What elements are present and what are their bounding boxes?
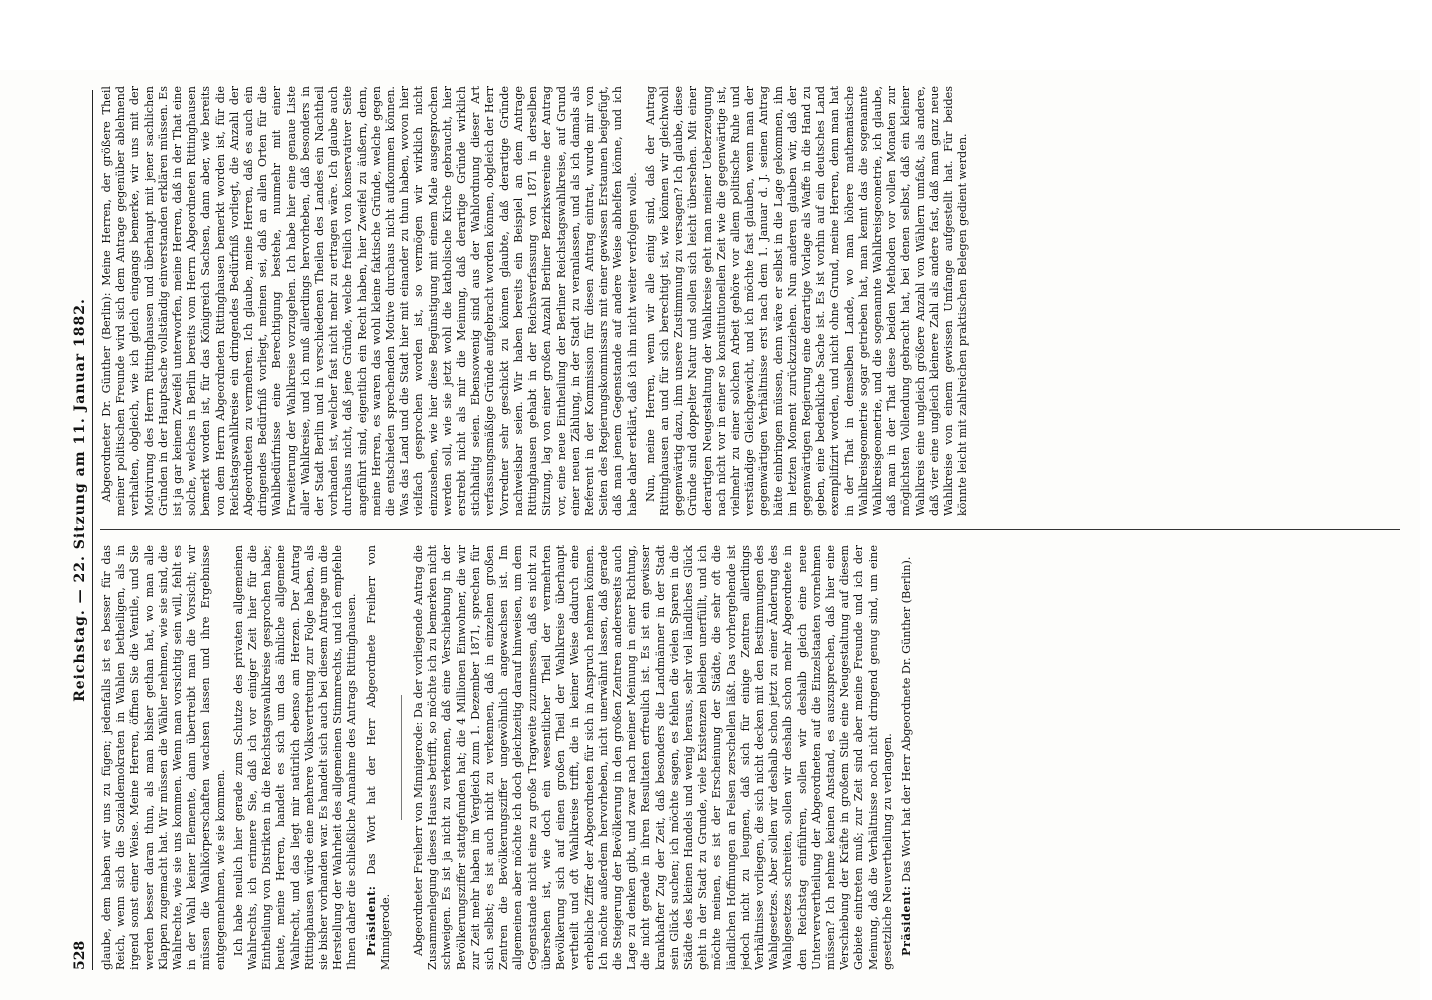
left-column xyxy=(100,545,1400,970)
paragraph: Abgeordneter Dr. Günther (Berlin): Meine Herren, der größere Theil meiner politischen Freunde wird sich dem Antrage gegenüber ablehnend verhalten, obgleich, wie ich gleich eingangs bemerke, wir uns mit der Motivirung des Herrn Rittinghausen und überhaupt mit jener sachlichen Gründen in der Hauptsache vollständig einverstanden erklären müssen. Es ist ja gar keinem Zweifel unterworfen, meine Herren, daß in der That eine solche, welches in Berlin bereits vom Herrn Abgeordneten Rittinghausen bemerkt worden ist, für das Königreich Sachsen, dann aber, wie bereits von dem Herrn Abgeordneten Rittinghausen bemerkt worden ist, für die Reichstagswahlkreise ein dringendes Bedürfniß vorliegt, die Anzahl der Abgeordneten zu vermehren. Ich glaube, meine Herren, daß es auch ein dringendes Bedürfniß vorliegt, meinen sei, daß an allen Orten für die Wahlbedürfnisse eine Berechtigung bestehe, nunmehr mit einer Erweiterung der Wahlkreise vorzugehen. Ich habe hier eine genaue Liste aller Wahlkreise, und ich muß allerdings hervorheben, daß besonders in der Stadt Berlin und in verschiedenen Theilen des Landes ein Nachtheil vorhanden ist, welcher fast nicht mehr zu ertragen wäre. Ich glaube auch durchaus nicht, daß jene Gründe, welche freilich von konservativer Seite angeführt sind, eigentlich ein Recht haben, hier Zweifel zu äußern, denn, meine Herren, es waren das wohl kleine faktische Gründe, welche gegen die entschieden sprechenden Motive durchaus nicht aufkommen können. Was das Land und die Stadt hier mit einander zu thun haben, wovon hier vielfach gesprochen worden ist, so vermögen wir wirklich nicht einzusehen, wie hier diese Begünstigung mit einem Male ausgesprochen werden soll, wie sie jetzt wohl die katholische Kirche gebraucht, hier erstrebt nicht als mir die Meinung, daß derartige Gründe wirklich stichhaltig seien. Ebensowenig sind aus der Wahlordnung dieser Art verfassungsmäßige Gründe aufgebracht worden können, obgleich der Herr Vorredner sehr geschickt zu können glaubte, daß derartige Gründe nachweisbar seien. Wir haben bereits ein Beispiel an dem Antrage Rittinghausen gehabt in der Reichsverfassung von 1871 in derselben Sitzung, lag von einer großen Anzahl Berliner Bezirksvereine der Antrag vor, eine neue Eintheilung der Berliner Reichstagswahlkreise, auf Grund einer neuen Zählung, in der Stadt zu veranlassen, und als ich damals als Referent in der Kommission für diesen Antrag eintrat, wurde mir von Seiten des Regierungskommissars mit einer gewissen Erstaunen beigefügt, daß man jenem Gegenstande auf andere Weise abhelfen könne, und ich habe daher erklärt, daß ich ihn nicht weiter verfolgen wolle. xyxy=(100,86,639,516)
document-page xyxy=(0,70,1420,1000)
page-number: 528 xyxy=(72,940,88,970)
page-header xyxy=(62,90,93,970)
paragraph: Nun, meine Herren, wenn wir alle einig sind, daß der Antrag Rittinghausen an und für sich berechtigt ist, wie können wir gleichwohl gegenwärtig dazu, ihm unsere Zustimmung zu versagen? Ich glaube, diese Gründe sind doppelter Natur und sollen sich leicht übersehen. Mit einer derartigen Neugestaltung der Wahlkreise geht man meiner Ueberzeugung nach nicht vor in einer so konstitutionellen Zeit wie die gegenwärtige ist, vielmehr zu einer solchen Arbeit gehöre vor allem politische Ruhe und verständige Gleichgewicht, und ich möchte fast glauben, wenn man der gegenwärtigen Verhältnisse erst nach dem 1. Januar d. J. seinen Antrag hätte einbringen müssen, denn wäre er selbst in die Lage gekommen, ihn im letzten Moment zurückzuziehen. Nun anderen glauben wir, daß der gegenwärtigen Regierung eine derartige Vorlage als Waffe in die Hand zu geben, eine bedenkliche Sache ist. Es ist vorhin auf ein deutsches Land exemplifizirt worden, und nicht ohne Grund, meine Herren, denn man hat in der That in demselben Lande, wo man höhere mathematische Wahlkreisgeometrie sogar getrieben hat, man kennt das die sogenannte Wahlkreisgeometrie, und die sogenannte Wahlkreisgeometrie, ich glaube, daß man in der That diese beiden Methoden vor vollen Monaten zur möglichsten Vollendung gebracht hat, bei denen selbst, daß ein kleiner Wahlkreis eine ungleich größere Anzahl von Wählern umfaßt, als andere, daß vier eine ungleich kleinere Zahl als andere fast, daß man ganz neue Wahlkreise von einem gewissen Umfange aufgestellt hat. Für beides könnte leicht mit zahlreichen praktischen Belegen gedient werden. xyxy=(643,86,970,516)
paragraph: Ich habe neulich hier gerade zum Schutze des privaten allgemeinen Wahlrechts, ich erinnere Sie, daß ich vor einiger Zeit hier für die Eintheilung von Distrikten in die Reichstagswahlkreise gesprochen habe; heute, meine Herren, handelt es sich um das ähnliche allgemeine Wahlrecht, und das liegt mir natürlich ebenso am Herzen. Der Antrag Rittinghausen würde eine mehrere Volksvertretung zur Folge haben, als sie bisher vorhanden war. Es handelt sich auch bei diesem Antrage um die Herstellung der Wahrheit des allgemeinen Stimmrechts, und ich empfehle Ihnen daher die schließliche Annahme des Antrags Rittinghausen. xyxy=(231,545,359,970)
speaker-text: Das Wort hat der Herr Abgeordnete Freiherr von Minnigerode. xyxy=(364,545,392,970)
paragraph: Abgeordneter Freiherr von Minnigerode: Da der vorliegende Antrag die Zusammenlegung dieses Hauses betrifft, so möchte ich zu bemerken nicht schweigen. Es ist ja nicht zu verkennen, daß eine Verschiebung in der Bevölkerungsziffer stattgefunden hat; die 4 Millionen Einwohner, die wir zur Zeit mehr haben im Vergleich zum 1. Dezember 1871, sprechen für sich selbst; es ist auch nicht zu verkennen, daß in einzelnen großen Zentren die Bevölkerungsziffer ungewöhnlich angewachsen ist. Im allgemeinen aber möchte ich doch gleichzeitig darauf hinweisen, um dem Gegenstande nicht eine zu große Tragweite zuzumessen, daß es nicht zu übersehen ist, wie doch ein wesentlicher Theil der vermehrten Bevölkerung sich auf einen großen Theil der Wahlkreise überhaupt vertheilt und oft Wahlkreise trifft, die in keiner Weise dadurch eine erhebliche Ziffer der Abgeordneten für sich in Anspruch nehmen können. Ich möchte außerdem hervorheben, nicht unerwähnt lassen, daß gerade die Steigerung der Bevölkerung in den großen Zentren andererseits auch Lage zu denken gibt, und zwar nach meiner Meinung in einer Richtung, die nicht gerade in ihren Resultaten erfreulich ist. Es ist ein gewisser krankhafter Zug der Zeit, daß besonders die Landmänner in der Stadt sein Glück suchen; ich möchte sagen, es fehlen die vielen Sparen in die Städte des kleinen Handels und wenig heraus, sehr viel ländliches Glück geht in der Stadt zu Grunde, viele Existenzen bleiben unerfüllt, und ich möchte meinen, es ist der Erscheinung der Städte, die sehr oft die ländlichen Hoffnungen an Felsen zerschellen läßt. Das vorhergehende ist jedoch nicht zu leugnen, daß sich für einige Zentren allerdings Verhältnisse vorliegen, die sich nicht decken mit den Bestimmungen des Wahlgesetzes. Aber sollen wir deshalb schon jetzt zu einer Änderung des Wahlgesetzes schreiten, sollen wir deshalb schon mehr Abgeordnete in den Reichstag einführen, sollen wir deshalb gleich eine neue Unterververtheilung der Abgeordneten auf die Einzelstaaten vornehmen müssen? Ich nehme keinen Anstand, es auszusprechen, daß hier eine Verschiebung der Kräfte in großem Stile eine Neugestaltung auf diesem Gebiete eintreten muß; zur Zeit sind aber meine Freunde und ich der Meinung, daß die Verhältnisse noch nicht dringend genug sind, um eine gesetzliche Neuvertheilung zu verlangen. xyxy=(412,545,894,970)
right-column xyxy=(100,86,1400,516)
paragraph: glaube, dem haben wir uns zu fügen; jedenfalls ist es besser für das Reich, wenn sich die Sozialdemokraten in Wahlen betheiligen, als in irgend sonst einer Weise. Meine Herren, öffnen Sie die Ventile, und Sie werden besser daran thun, als man bisher gethan hat, wo man alle Klappen zugemacht hat. Wir müssen die Wähler nehmen, wie sie sind, die Wahlrechte, wie sie uns kommen. Wenn man vorsichtig sein will, fehlt es in der Wahl keiner Elemente, dann übertreibt man die Vorsicht; wir müssen die Wahlkörperschaften wachsen lassen und ihre Ergebnisse entgegennehmen, wie sie kommen. xyxy=(100,545,227,970)
section-rule xyxy=(401,695,402,820)
speaker-text: Das Wort hat der Herr Abgeordnete Dr. Günther (Berlin). xyxy=(899,556,913,882)
column-divider xyxy=(100,529,1400,530)
page-title: Reichstag. — 22. Sitzung am 11. Januar 1882. xyxy=(72,298,88,702)
speaker-label: Präsident: xyxy=(363,885,378,956)
speaker-label: Präsident: xyxy=(898,885,913,956)
